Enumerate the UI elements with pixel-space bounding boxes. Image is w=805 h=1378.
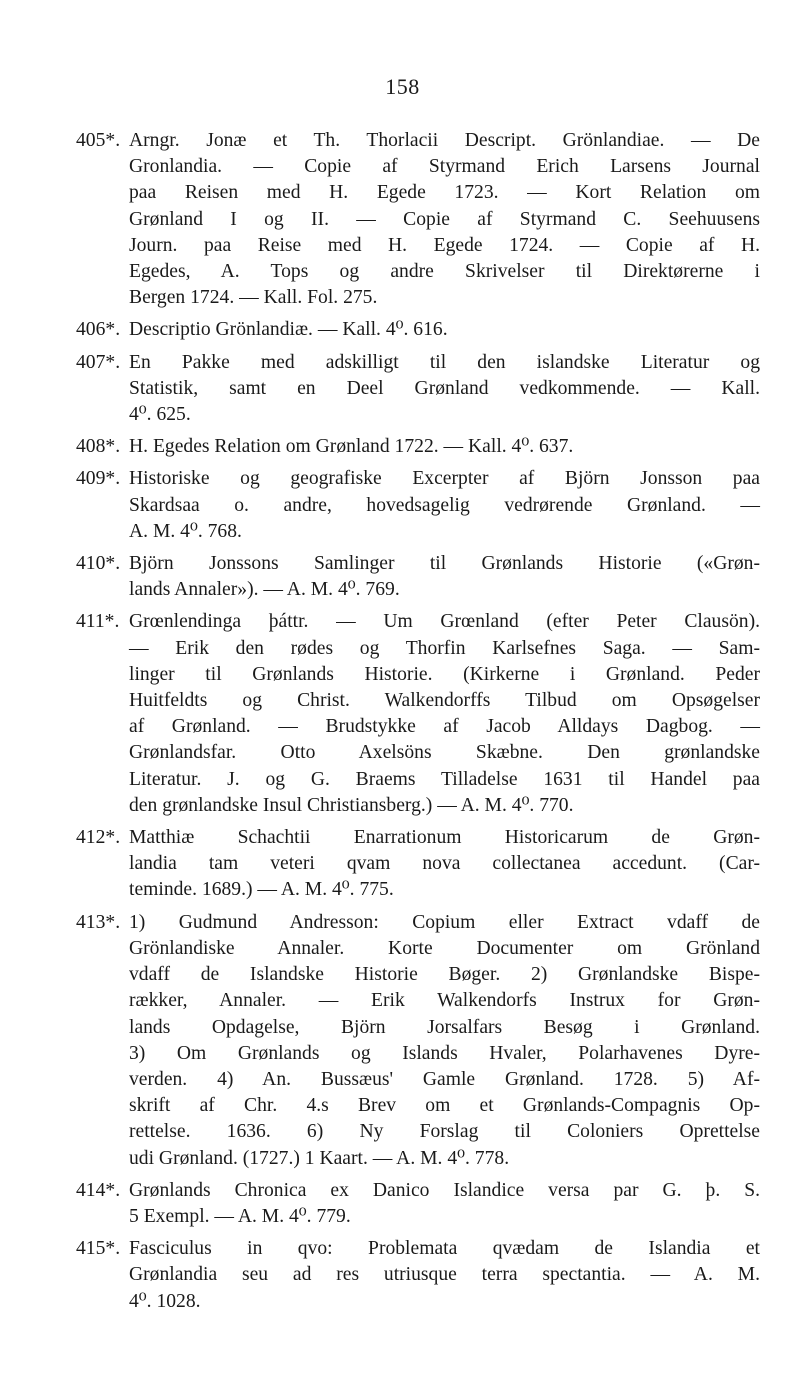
entry-line: Grönlandiske Annaler. Korte Documenter om Grönland [129, 937, 760, 959]
catalogue-entry [76, 128, 760, 311]
entry-number: 405*. [76, 130, 121, 151]
entry-number: 407*. [76, 351, 121, 373]
entry-number: 415*. [76, 1238, 121, 1260]
entry-number: 411*. [76, 611, 120, 633]
entry-number: 406*. [76, 319, 121, 341]
catalogue-entry [76, 910, 760, 1172]
catalogue-entry [76, 551, 760, 603]
entry-line: 1) Gudmund Andresson: Copium eller Extract vdaff de [129, 911, 760, 933]
entry-text [129, 609, 760, 819]
entry-number: 412*. [76, 827, 121, 849]
entry-line: af Grønland. — Brudstykke af Jacob Alldays Dagbog. — [129, 716, 760, 738]
entry-line: linger til Grønlands Historie. (Kirkerne i Grønland. Peder [129, 663, 760, 685]
page-number: 158 [385, 74, 420, 99]
entry-line: Grœnlendinga þáttr. — Um Grœnland (efter Peter Clausön). [129, 611, 760, 633]
entry-line: — Erik den rødes og Thorfin Karlsefnes Saga. — Sam- [129, 637, 760, 659]
entry-line: lands Opdagelse, Björn Jorsalfars Besøg i Grønland. [129, 1016, 760, 1038]
entry-number: 408*. [76, 436, 121, 458]
entry-text [129, 551, 760, 603]
entry-line: Grønlands Chronica ex Danico Islandice versa par G. þ. S. [129, 1179, 760, 1201]
entry-line: landia tam veteri qvam nova collectanea accedunt. (Car- [129, 853, 760, 875]
entry-text [129, 1178, 760, 1230]
entry-text [129, 434, 760, 460]
entry-line: Fasciculus in qvo: Problemata qvædam de Islandia et [129, 1238, 760, 1260]
entry-number: 409*. [76, 468, 121, 490]
entry-line: Descriptio Grönlandiæ. — Kall. 4⁰. 616. [129, 319, 448, 341]
entry-text [129, 350, 760, 429]
catalogue-entry [76, 317, 760, 343]
catalogue-entry [76, 350, 760, 429]
entry-line: teminde. 1689.) — A. M. 4⁰. 775. [129, 879, 394, 901]
entry-line: Grønlandsfar. Otto Axelsöns Skæbne. Den grønlandske [129, 742, 760, 764]
entry-line: Skardsaa o. andre, hovedsagelig vedrørende Grønland. — [129, 494, 760, 516]
entry-text [129, 128, 760, 311]
entry-line: lands Annaler»). — A. M. 4⁰. 769. [129, 579, 400, 601]
entry-line: A. M. 4⁰. 768. [129, 520, 242, 542]
entry-line: Gronlandia. — Copie af Styrmand Erich Larsens Journal [129, 156, 760, 178]
catalogue-entry [76, 825, 760, 904]
entry-line: Statistik, samt en Deel Grønland vedkommende. — Kall. [129, 377, 760, 399]
entry-line: 4⁰. 625. [129, 404, 191, 426]
entry-line: 5 Exempl. — A. M. 4⁰. 779. [129, 1205, 351, 1227]
catalogue-entry [76, 1236, 760, 1315]
catalogue-entry [76, 1178, 760, 1230]
catalogue-entries [76, 128, 760, 1321]
entry-number: 414*. [76, 1179, 121, 1201]
entry-line: udi Grønland. (1727.) 1 Kaart. — A. M. 4⁰. 778. [129, 1147, 510, 1169]
entry-line: vdaff de Islandske Historie Bøger. 2) Grønlandske Bispe- [129, 964, 760, 986]
entry-line: verden. 4) An. Bussæus' Gamle Grønland. 1728. 5) Af- [129, 1068, 760, 1090]
entry-line: skrift af Chr. 4.s Brev om et Grønlands-Compagnis Op- [129, 1095, 760, 1117]
entry-line: Arngr. Jonæ et Th. Thorlacii Descript. Grönlandiae. — De [129, 130, 760, 151]
entry-line: rækker, Annaler. — Erik Walkendorfs Instrux for Grøn- [129, 990, 760, 1012]
entry-line: 4⁰. 1028. [129, 1290, 201, 1312]
entry-line: Huitfeldts og Christ. Walkendorffs Tilbud om Opsøgelser [129, 690, 760, 712]
entry-line: 3) Om Grønlands og Islands Hvaler, Polarhavenes Dyre- [129, 1042, 760, 1064]
entry-line: paa Reisen med H. Egede 1723. — Kort Relation om [129, 182, 760, 204]
entry-line: den grønlandske Insul Christiansberg.) — A. M. 4⁰. 770. [129, 794, 574, 816]
entry-line: Björn Jonssons Samlinger til Grønlands Historie («Grøn- [129, 553, 760, 575]
entry-number: 413*. [76, 911, 121, 933]
entry-line: Matthiæ Schachtii Enarrationum Historicarum de Grøn- [129, 827, 760, 849]
entry-line: rettelse. 1636. 6) Ny Forslag til Coloniers Oprettelse [129, 1121, 760, 1143]
entry-line: H. Egedes Relation om Grønland 1722. — Kall. 4⁰. 637. [129, 436, 574, 458]
catalogue-entry [76, 434, 760, 460]
entry-text [129, 317, 760, 343]
entry-line: Historiske og geografiske Excerpter af Björn Jonsson paa [129, 468, 760, 490]
entry-line: En Pakke med adskilligt til den islandske Literatur og [129, 351, 760, 373]
entry-text [129, 1236, 760, 1315]
entry-line: Grønlandia seu ad res utriusque terra spectantia. — A. M. [129, 1264, 760, 1286]
entry-line: Egedes, A. Tops og andre Skrivelser til Direktørerne i [129, 261, 760, 283]
catalogue-entry [76, 466, 760, 545]
entry-line: Grønland I og II. — Copie af Styrmand C. Seehuusens [129, 208, 760, 230]
entry-text [129, 910, 760, 1172]
entry-number: 410*. [76, 553, 121, 575]
entry-line: Literatur. J. og G. Braems Tilladelse 1631 til Handel paa [129, 768, 760, 790]
entry-line: Bergen 1724. — Kall. Fol. 275. [129, 287, 378, 309]
entry-text [129, 466, 760, 545]
catalogue-entry [76, 609, 760, 819]
entry-text [129, 825, 760, 904]
entry-line: Journ. paa Reise med H. Egede 1724. — Copie af H. [129, 234, 760, 256]
